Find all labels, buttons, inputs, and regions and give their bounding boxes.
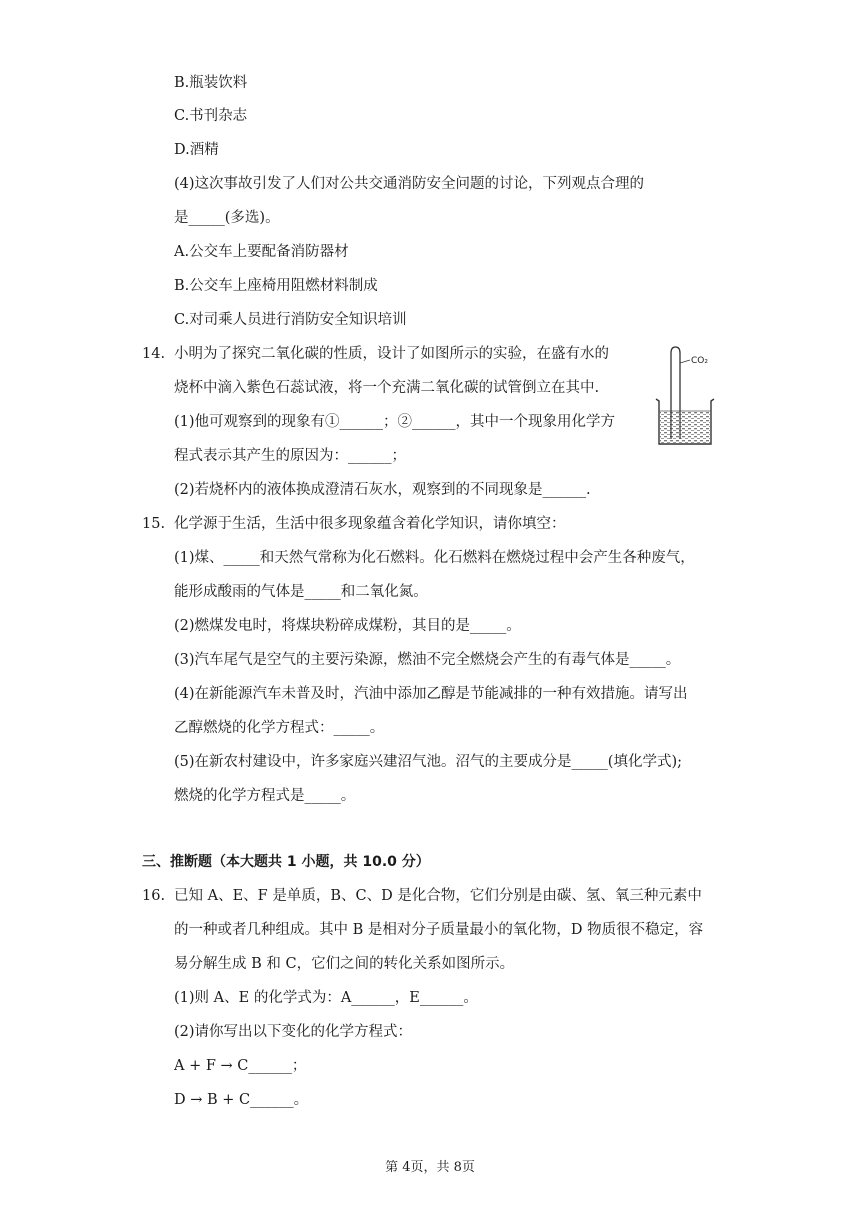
q15-line-5: (3)汽车尾气是空气的主要污染源，燃油不完全燃烧会产生的有毒气体是_____。 [174,652,681,668]
q14-number: 14. [142,346,166,362]
q13-sub4-line1: (4)这次事故引发了人们对公共交通消防安全问题的讨论，下列观点合理的 [174,176,645,192]
q16-line-2: 的一种或者几种组成。其中 B 是相对分子质量最小的氧化物，D 物质很不稳定，容 [174,922,704,938]
q16-number: 16. [142,888,166,904]
section-title: 三、推断题（本大题共 1 小题，共 10.0 分） [142,854,430,870]
q15-line-6: (4)在新能源汽车未普及时，汽油中添加乙醇是节能减排的一种有效措施。请写出 [174,686,688,702]
q15-line-3: 能形成酸雨的气体是_____和二氧化氮。 [174,584,428,600]
q16-line-6: A + F → C______； [174,1058,307,1074]
co2-label: CO₂ [691,356,708,366]
q15-line-4: (2)燃煤发电时，将煤块粉碎成煤粉，其目的是_____。 [174,618,521,634]
q14-line-4: 程式表示其产生的原因为：______； [174,448,406,464]
page-footer: 第 4页，共 8页 [385,1160,475,1175]
q14-line-1: 小明为了探究二氧化碳的性质，设计了如图所示的实验，在盛有水的 [174,346,609,362]
q13-sub4-option-b: B.公交车上座椅用阻燃材料制成 [174,278,378,294]
q14-line-5: (2)若烧杯内的液体换成澄清石灰水，观察到的不同现象是______. [174,482,591,498]
q15-line-2: (1)煤、_____和天然气常称为化石燃料。化石燃料在燃烧过程中会产生各种废气， [174,550,695,566]
q13-option-d: D.酒精 [174,142,219,158]
q15-line-1: 化学源于生活，生活中很多现象蕴含着化学知识，请你填空： [174,516,566,532]
q15-line-8: (5)在新农村建设中，许多家庭兴建沼气池。沼气的主要成分是_____(填化学式); [174,754,682,770]
q16-line-7: D → B + C______。 [174,1092,309,1108]
q15-line-7: 乙醇燃烧的化学方程式：_____。 [174,720,385,736]
q13-sub4-option-a: A.公交车上要配备消防器材 [174,244,349,260]
q13-option-b: B.瓶装饮料 [174,75,248,91]
q16-line-5: (2)请你写出以下变化的化学方程式： [174,1024,413,1040]
beaker-water [660,411,710,443]
q14-beaker-figure [640,343,720,451]
q14-line-3: (1)他可观察到的现象有①______；②______，其中一个现象用化学方 [174,414,616,430]
q15-line-9: 燃烧的化学方程式是_____。 [174,788,356,804]
q13-sub4-line2: 是_____(多选)。 [174,210,280,226]
q13-option-c: C.书刊杂志 [174,108,248,124]
q16-line-3: 易分解生成 B 和 C，它们之间的转化关系如图所示。 [174,956,515,972]
q15-number: 15. [142,516,166,532]
q13-sub4-option-c: C.对司乘人员进行消防安全知识培训 [174,312,407,328]
q16-line-4: (1)则 A、E 的化学式为：A______，E______。 [174,990,478,1006]
q14-line-2: 烧杯中滴入紫色石蕊试液，将一个充满二氧化碳的试管倒立在其中. [174,380,600,396]
q16-line-1: 已知 A、E、F 是单质，B、C、D 是化合物，它们分别是由碳、氢、氧三种元素中 [174,888,702,904]
